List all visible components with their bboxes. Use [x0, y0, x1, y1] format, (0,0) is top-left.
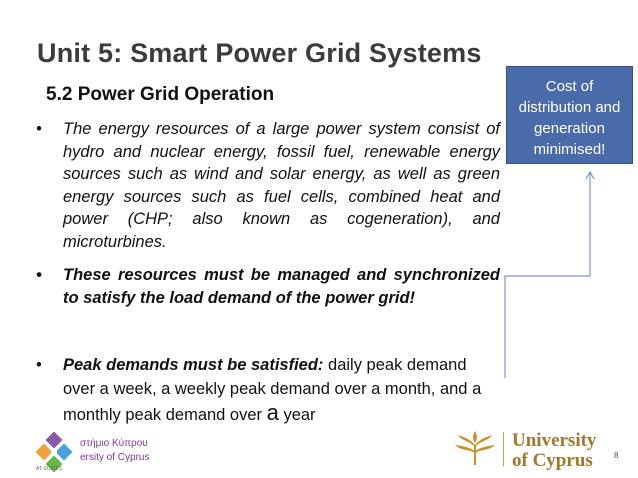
- callout-line: distribution and: [518, 99, 621, 116]
- logo-line-greek: στήμιο Κύπρου: [80, 438, 148, 449]
- university-text-greek-english: [80, 437, 149, 465]
- university-name-line2: of Cyprus: [512, 450, 593, 471]
- bullet-item: [36, 264, 500, 309]
- bullet-item: [36, 118, 500, 253]
- bullet-text: daily peak demand over a week, a weekly peak demand over a month, and a monthly peak demand over: [63, 356, 482, 424]
- logo-caption: AT-SOIRES: [36, 466, 63, 472]
- callout-line: Cost of: [545, 78, 594, 95]
- bullet-text: The energy resources of a large power system consist of hydro and nuclear energy, fossil fuel, renewable energy sources such as wind and solar energy, as well as green energy sources such as fuel cells, combined heat and power (CHP; also known as cogeneration), and microturbines.: [63, 120, 500, 251]
- bullet-item: [36, 353, 500, 427]
- bullet-text: These resources must be managed and synchronized to satisfy the load demand of the power grid!: [63, 266, 500, 307]
- university-of-cyprus-logo-icon: [452, 431, 498, 467]
- bullet-list: [36, 118, 500, 427]
- arrow-line: [505, 172, 590, 378]
- slide-title: Unit 5: Smart Power Grid Systems: [37, 38, 482, 68]
- page-number: 8: [614, 451, 619, 460]
- bullet-lead: Peak demands must be satisfied:: [63, 356, 324, 374]
- logo-line-english: ersity of Cyprus: [80, 452, 150, 463]
- bullet-icon: •: [36, 266, 42, 284]
- bullet-icon: •: [36, 120, 42, 138]
- university-name: [512, 431, 596, 471]
- callout-line: generation: [534, 120, 605, 137]
- logo-divider: [503, 432, 504, 466]
- bullet-text-end: year: [278, 406, 316, 424]
- callout-line: minimised!: [533, 141, 606, 158]
- bullet-icon: •: [36, 356, 42, 374]
- section-heading: 5.2 Power Grid Operation: [46, 84, 275, 105]
- university-name-line1: University: [512, 430, 597, 451]
- bullet-text-large-a: a: [266, 400, 279, 425]
